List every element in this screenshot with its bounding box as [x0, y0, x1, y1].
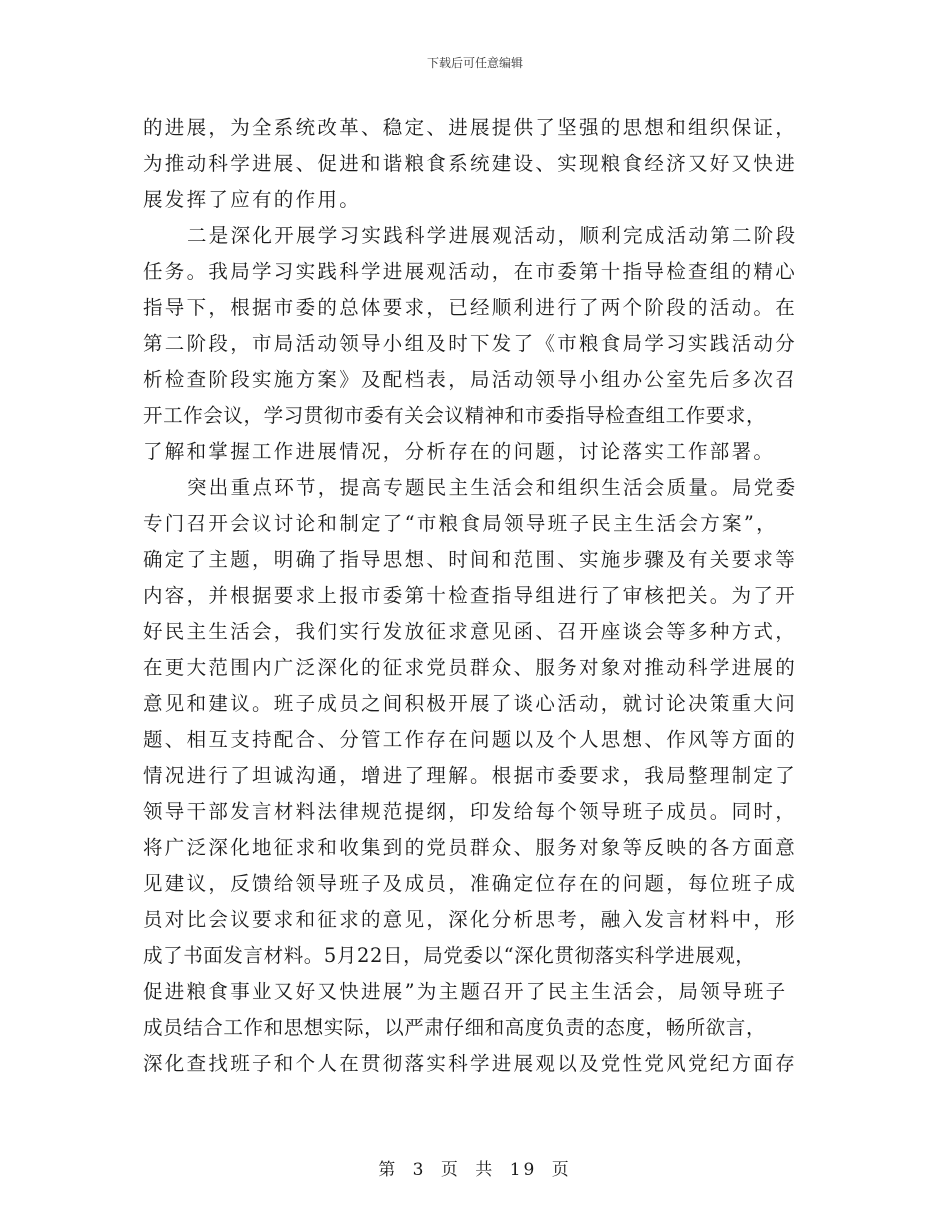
text-line: 题、相互支持配合、分管工作存在问题以及个人思想、作风等方面的 — [143, 728, 798, 751]
text-line: 二是深化开展学习实践科学进展观活动，顺利完成活动第二阶段 — [187, 224, 798, 247]
text-line: 为推动科学进展、促进和谐粮食系统建设、实现粮食经济又好又快进 — [143, 152, 798, 175]
text-line: 深化查找班子和个人在贯彻落实科学进展观以及党性党风党纪方面存 — [143, 1052, 798, 1075]
paragraph-1 — [143, 110, 807, 218]
text-line: 内容，并根据要求上报市委第十检查指导组进行了审核把关。为了开 — [143, 584, 798, 607]
text-line: 员对比会议要求和征求的意见，深化分析思考，融入发言材料中，形 — [143, 908, 798, 931]
text-line: 专门召开会议讨论和制定了“市粮食局领导班子民主生活会方案”， — [143, 512, 778, 535]
text-line: 成员结合工作和思想实际，以严肃仔细和高度负责的态度，畅所欲言， — [143, 1016, 767, 1039]
text-line: 见建议，反馈给领导班子及成员，准确定位存在的问题，每位班子成 — [143, 872, 798, 895]
text-line: 将广泛深化地征求和收集到的党员群众、服务对象等反映的各方面意 — [143, 836, 798, 859]
text-line: 指导下，根据市委的总体要求，已经顺利进行了两个阶段的活动。在 — [143, 296, 798, 319]
text-line: 的进展，为全系统改革、稳定、进展提供了坚强的思想和组织保证， — [143, 116, 798, 139]
paragraph-3 — [143, 470, 807, 1082]
page-header-note: 下载后可任意编辑 — [426, 56, 523, 70]
text-line: 确定了主题，明确了指导思想、时间和范围、实施步骤及有关要求等 — [143, 548, 798, 571]
text-line: 了解和掌握工作进展情况，分析存在的问题，讨论落实工作部署。 — [143, 440, 776, 463]
text-line: 成了书面发言材料。5月22日，局党委以“深化贯彻落实科学进展观， — [143, 944, 756, 967]
text-line: 领导干部发言材料法律规范提纲，印发给每个领导班子成员。同时， — [143, 800, 798, 823]
text-line: 任务。我局学习实践科学进展观活动，在市委第十指导检查组的精心 — [143, 260, 798, 283]
text-line: 开工作会议，学习贯彻市委有关会议精神和市委指导检查组工作要求， — [143, 404, 767, 427]
paragraph-2 — [143, 218, 807, 470]
text-line: 意见和建议。班子成员之间积极开展了谈心活动，就讨论决策重大问 — [143, 692, 798, 715]
text-line: 促进粮食事业又好又快进展”为主题召开了民主生活会，局领导班子 — [143, 980, 788, 1003]
document-body — [143, 110, 807, 1082]
text-line: 情况进行了坦诚沟通，增进了理解。根据市委要求，我局整理制定了 — [143, 764, 798, 787]
page-number-footer: 第 3 页 共 19 页 — [378, 1160, 572, 1180]
text-line: 在更大范围内广泛深化的征求党员群众、服务对象对推动科学进展的 — [143, 656, 798, 679]
text-line: 第二阶段，市局活动领导小组及时下发了《市粮食局学习实践活动分 — [143, 332, 798, 355]
text-line: 展发挥了应有的作用。 — [143, 188, 362, 211]
text-line: 突出重点环节，提高专题民主生活会和组织生活会质量。局党委 — [187, 476, 798, 499]
text-line: 析检查阶段实施方案》及配档表，局活动领导小组办公室先后多次召 — [143, 368, 798, 391]
text-line: 好民主生活会，我们实行发放征求意见函、召开座谈会等多种方式， — [143, 620, 798, 643]
